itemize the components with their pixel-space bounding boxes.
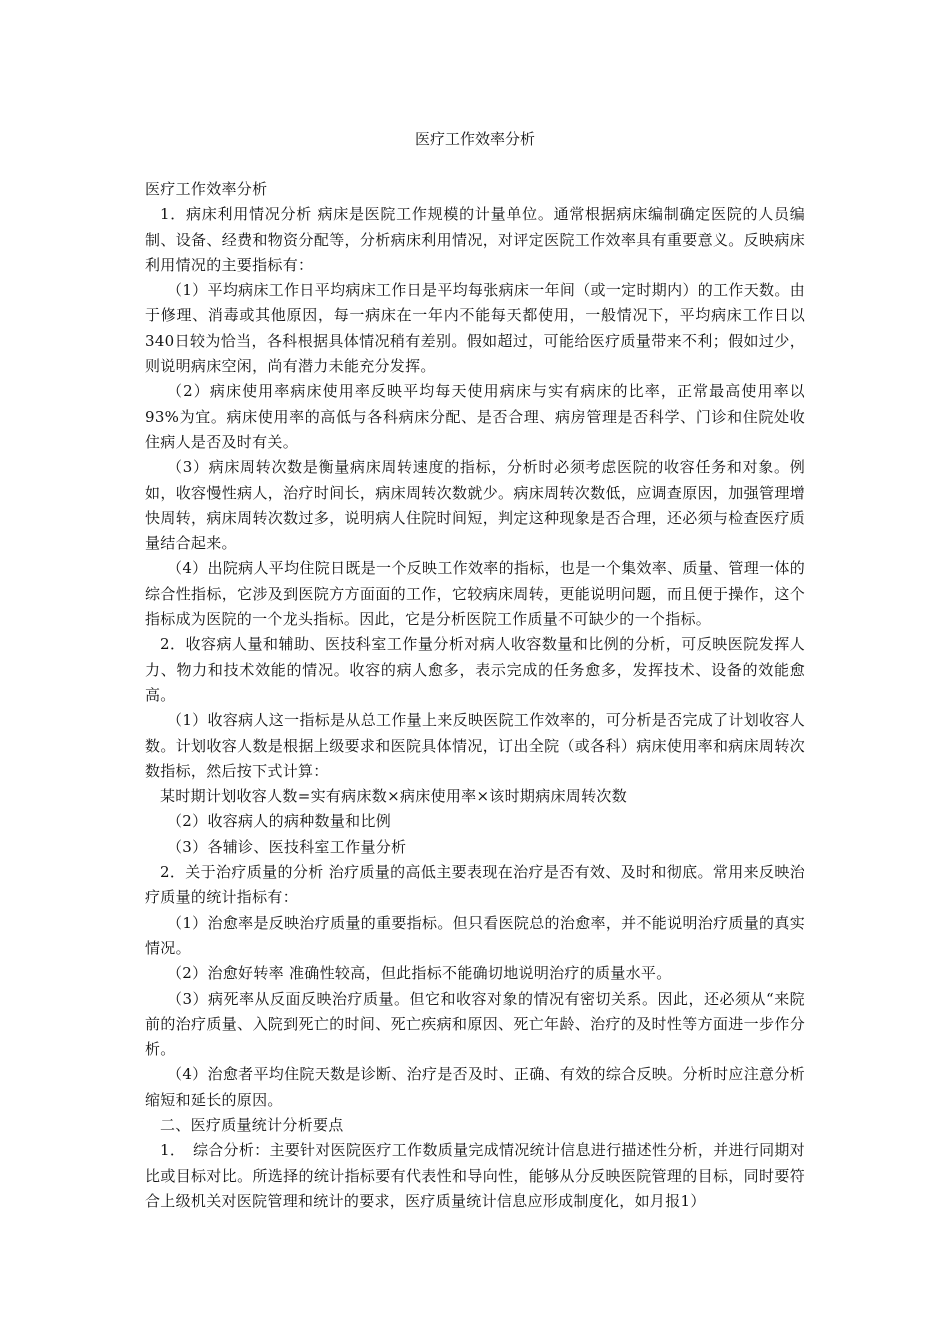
- section-admission-workload: 2．收容病人量和辅助、医技科室工作量分析对病人收容数量和比例的分析，可反映医院发挥人力、物力和技术效能的情况。收容的病人愈多，表示完成的任务愈多，发挥技术、设备的效能愈高。: [145, 635, 805, 704]
- item-average-stay: （4）出院病人平均住院日既是一个反映工作效率的指标，也是一个集效率、质量、管理一体的综合性指标，它涉及到医院方方面面的工作，它较病床周转，更能说明问题，而且便于操作，这个指标成为医院的一个龙头指标。因此，它是分析医院工作质量不可缺少的一个指标。: [145, 559, 805, 629]
- item-bed-usage-rate: （2）病床使用率病床使用率反映平均每天使用病床与实有病床的比率，正常最高使用率以93%为宜。病床使用率的高低与各科病床分配、是否合理、病房管理是否科学、门诊和住院处收住病人是否及时有关。: [145, 382, 805, 451]
- item-improvement-rate: （2）治愈好转率 准确性较高，但此指标不能确切地说明治疗的质量水平。: [167, 964, 672, 983]
- item-admitted-patients: （1）收容病人这一指标是从总工作量上来反映医院工作效率的，可分析是否完成了计划收容人数。计划收容人数是根据上级要求和医院具体情况，订出全院（或各科）病床使用率和病床周转次数指标，然后按下式计算：: [145, 711, 805, 780]
- item-comprehensive-analysis: 1． 综合分析：主要针对医院医疗工作数质量完成情况统计信息进行描述性分析，并进行同期对比或目标对比。所选择的统计指标要有代表性和导向性，能够从分反映医院管理的目标，同时要符合上级机关对医院管理和统计的要求，医疗质量统计信息应形成制度化，如月报1）: [145, 1141, 805, 1210]
- item-average-bed-workday: （1）平均病床工作日平均病床工作日是平均每张病床一年间（或一定时期内）的工作天数。由于修理、消毒或其他原因，每一病床在一年内不能每天都使用，一般情况下，平均病床工作日以340日较为恰当，各科根据具体情况稍有差别。假如超过，可能给医疗质量带来不利；假如过少，则说明病床空闲，尚有潜力未能充分发挥。: [145, 281, 805, 376]
- formula-line: 某时期计划收容人数=实有病床数×病床使用率×该时期病床周转次数: [160, 787, 628, 806]
- item-cure-rate: （1）治愈率是反映治疗质量的重要指标。但只看医院总的治愈率，并不能说明治疗质量的真实情况。: [145, 913, 805, 957]
- item-mortality-rate: （3）病死率从反面反映治疗质量。但它和收容对象的情况有密切关系。因此，还必须从“来院前的治疗质量、入院到死亡的时间、死亡疾病和原因、死亡年龄、治疗的及时性等方面进一步作分析。: [145, 989, 805, 1059]
- document-title: 医疗工作效率分析: [414, 130, 535, 148]
- item-disease-types: （2）收容病人的病种数量和比例: [167, 812, 392, 831]
- item-auxiliary-workload: （3）各辅诊、医技科室工作量分析: [167, 837, 407, 856]
- document-body: [145, 177, 805, 1214]
- section-quality-statistics: 二、医疗质量统计分析要点: [160, 1115, 344, 1134]
- section-treatment-quality: 2．关于治疗质量的分析 治疗质量的高低主要表现在治疗是否有效、及时和彻底。常用来反映治疗质量的统计指标有：: [145, 863, 805, 907]
- section-bed-utilization: 1．病床利用情况分析 病床是医院工作规模的计量单位。通常根据病床编制确定医院的人员编制、设备、经费和物资分配等，分析病床利用情况，对评定医院工作效率具有重要意义。反映病床利用情况的主要指标有：: [145, 205, 805, 274]
- item-bed-turnover: （3）病床周转次数是衡量病床周转速度的指标，分析时必须考虑医院的收容任务和对象。例如，收容慢性病人，治疗时间长，病床周转次数就少。病床周转次数低，应调查原因，加强管理增快周转，病床周转次数过多，说明病人住院时间短，判定这种现象是否合理，还必须与检查医疗质量结合起来。: [145, 458, 805, 553]
- item-cured-average-stay: （4）治愈者平均住院天数是诊断、治疗是否及时、正确、有效的综合反映。分析时应注意分析缩短和延长的原因。: [145, 1065, 805, 1109]
- body-heading: 医疗工作效率分析: [145, 180, 268, 198]
